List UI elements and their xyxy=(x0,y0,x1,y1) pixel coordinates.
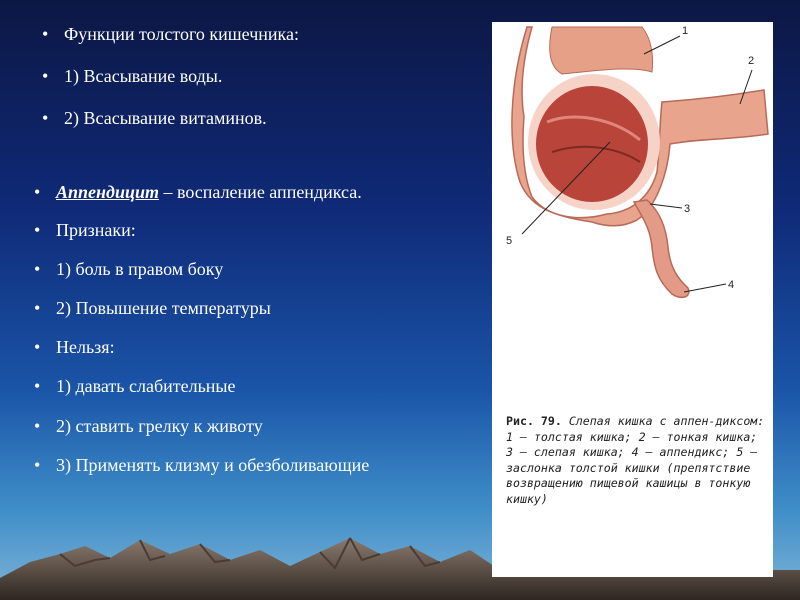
label-4: 4 xyxy=(728,279,735,291)
label-5: 5 xyxy=(506,235,513,247)
list-item: • Функции толстого кишечника: xyxy=(42,24,299,44)
list-item: • 1) давать слабительные xyxy=(34,376,236,396)
term-appendicitis: Аппендицит xyxy=(56,182,159,202)
label-2: 2 xyxy=(748,55,755,67)
list-item: • Признаки: xyxy=(34,220,136,240)
list-item: • 1) Всасывание воды. xyxy=(42,66,223,86)
label-1: 1 xyxy=(682,25,689,37)
figure-panel xyxy=(492,22,773,577)
list-item: • Аппендицит – воспаление аппендикса. xyxy=(34,182,362,202)
cecum-illustration xyxy=(492,22,773,407)
list-item: • 3) Применять клизму и обезболивающие xyxy=(34,455,370,475)
list-item: • 2) Повышение температуры xyxy=(34,298,271,318)
label-3: 3 xyxy=(684,203,691,215)
list-item: • Нельзя: xyxy=(34,337,115,357)
list-item: • 1) боль в правом боку xyxy=(34,259,224,279)
list-item: • 2) Всасывание витаминов. xyxy=(42,108,267,128)
appendix-shape xyxy=(634,200,689,297)
list-item: • 2) ставить грелку к животу xyxy=(34,416,263,436)
figure-caption: Рис. 79. Слепая кишка с аппен-диксом: 1 — толстая кишка; 2 — тонкая кишка; 3 — слепая кишка; 4 — аппендикс; 5 — заслонка толстой кишки (препятствие возвращению пищевой кашицы в тонкую кишку) xyxy=(506,414,765,506)
